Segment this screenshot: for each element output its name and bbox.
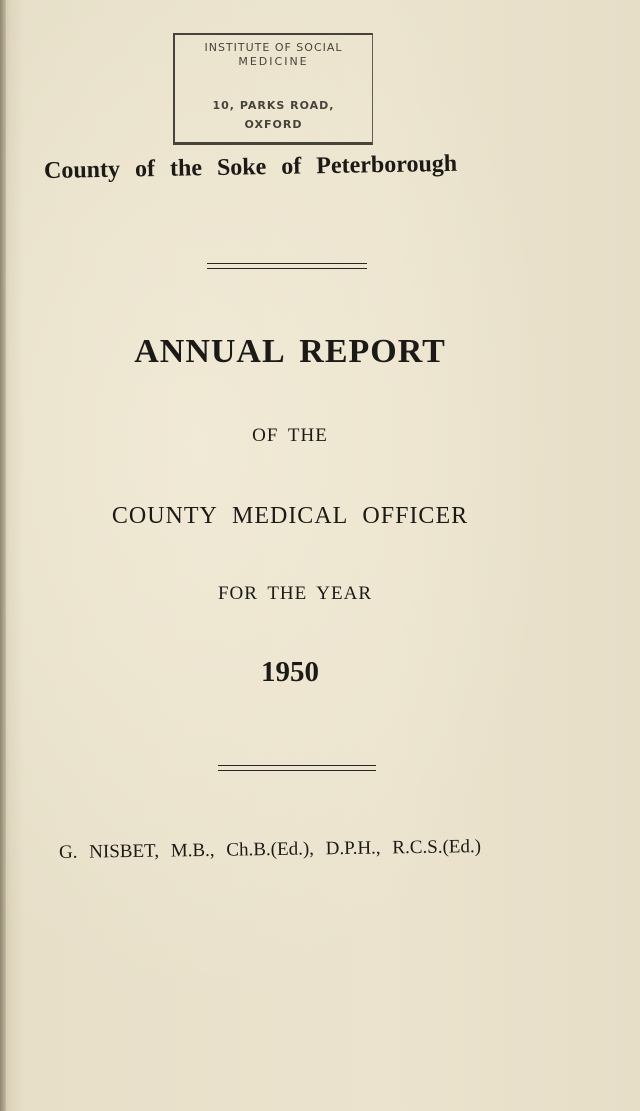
report-year: 1950	[261, 656, 319, 688]
stamp-line-institute: INSTITUTE OF SOCIAL	[204, 41, 343, 54]
of-the-line: OF THE	[252, 425, 328, 446]
county-heading: County of the Soke of Peterborough	[43, 150, 458, 184]
library-stamp	[173, 33, 373, 145]
report-title: ANNUAL REPORT	[134, 333, 446, 370]
for-the-year-line: FOR THE YEAR	[217, 583, 373, 604]
double-rule-top	[207, 263, 367, 269]
page-spine-edge	[0, 0, 6, 1111]
author-credentials: G. NISBET, M.B., Ch.B.(Ed.), D.P.H., R.C.S.(Ed.)	[58, 836, 482, 863]
double-rule-bottom	[218, 765, 376, 771]
stamp-line-city: OXFORD	[244, 118, 303, 131]
officer-title: COUNTY MEDICAL OFFICER	[111, 503, 469, 529]
stamp-line-medicine: MEDICINE	[238, 55, 309, 68]
stamp-line-address: 10, PARKS ROAD,	[212, 99, 335, 112]
